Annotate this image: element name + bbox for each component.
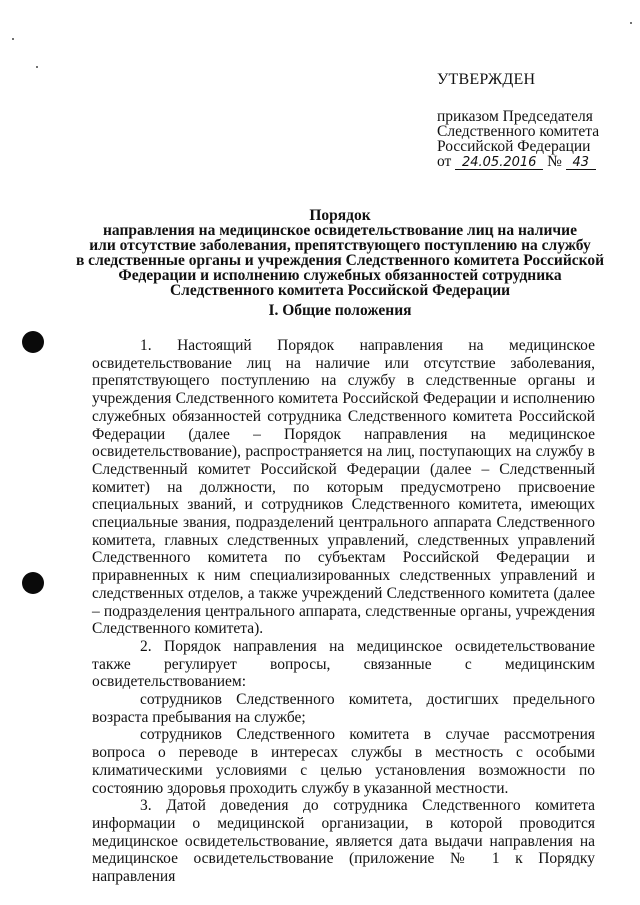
document-title (60, 208, 620, 298)
title-line-4: Федерации и исполнению служебных обязанностей сотрудника (118, 267, 562, 284)
section-heading: I. Общие положения (268, 302, 412, 319)
paragraph-2-item-1: сотрудников Следственного комитета, достигших предельного возраста пребывания на службе; (92, 691, 595, 726)
approval-heading: УТВЕРЖДЕН (437, 71, 536, 88)
title-line-1: направления на медицинское освидетельствование лиц на наличие (103, 222, 577, 239)
date-prefix: от (437, 153, 452, 170)
approval-date-line (437, 154, 627, 170)
handwritten-date: 24.05.2016 (455, 156, 543, 170)
document-body (92, 337, 595, 886)
paragraph-2: 2. Порядок направления на медицинское освидетельствование также регулирует вопросы, связанные с медицинским освидетельствованием: (92, 637, 595, 691)
handwritten-number: 43 (566, 156, 596, 170)
scan-speck (36, 66, 38, 68)
scan-speck (12, 38, 14, 40)
approval-line-3: Российской Федерации (437, 138, 591, 155)
hole-punch-top (22, 331, 44, 353)
title-line-3: в следственные органы и учреждения Следственного комитета Российской (75, 252, 605, 269)
hole-punch-bottom (22, 572, 44, 594)
paragraph-3: 3. Датой доведения до сотрудника Следственного комитета информации о медицинской организации, в которой проводится медицинское освидетельствование, является дата выдачи направления на медицинское освидетельствование (приложение № 1 к Порядку направления (92, 797, 595, 886)
title-line-2: или отсутствие заболевания, препятствующего поступлению на службу (89, 237, 591, 254)
title-line-5: Следственного комитета Российской Федерации (169, 282, 511, 299)
paragraph-1: 1. Настоящий Порядок направления на медицинское освидетельствование лиц на наличие или отсутствие заболевания, препятствующего поступлению на службу в следственные органы и учреждения Следственного комитета Российской Федерации и исполнению служебных обязанностей сотрудника Следственного комитета Российской Федерации (далее – Порядок направления на медицинское освидетельствование), распространяется на лиц, поступающих на службу в Следственный комитет Российской Федерации (далее – Следственный комитет) на должности, по которым предусмотрено присвоение специальных званий, и сотрудников Следственного комитета, имеющих специальные звания, подразделений центрального аппарата Следственного комитета, главных следственных управлений, следственных управлений Следственного комитета по субъектам Российской Федерации и приравненных к ним специализированных следственных управлений и следственных отделов, а также учреждений Следственного комитета (далее – подразделения центрального аппарата, следственные органы, учреждения Следственного комитета). (92, 337, 595, 638)
number-prefix: № (547, 153, 562, 170)
title-heading: Порядок (309, 207, 371, 224)
approval-block (437, 72, 627, 170)
approval-line-1: приказом Председателя (437, 108, 593, 125)
scan-speck (630, 22, 632, 24)
paragraph-2-item-2: сотрудников Следственного комитета в случае рассмотрения вопроса о переводе в интересах службы в местность с особыми климатическими условиями с целью установления возможности по состоянию здоровья проходить службу в указанной местности. (92, 726, 595, 797)
approval-line-2: Следственного комитета (437, 123, 600, 140)
